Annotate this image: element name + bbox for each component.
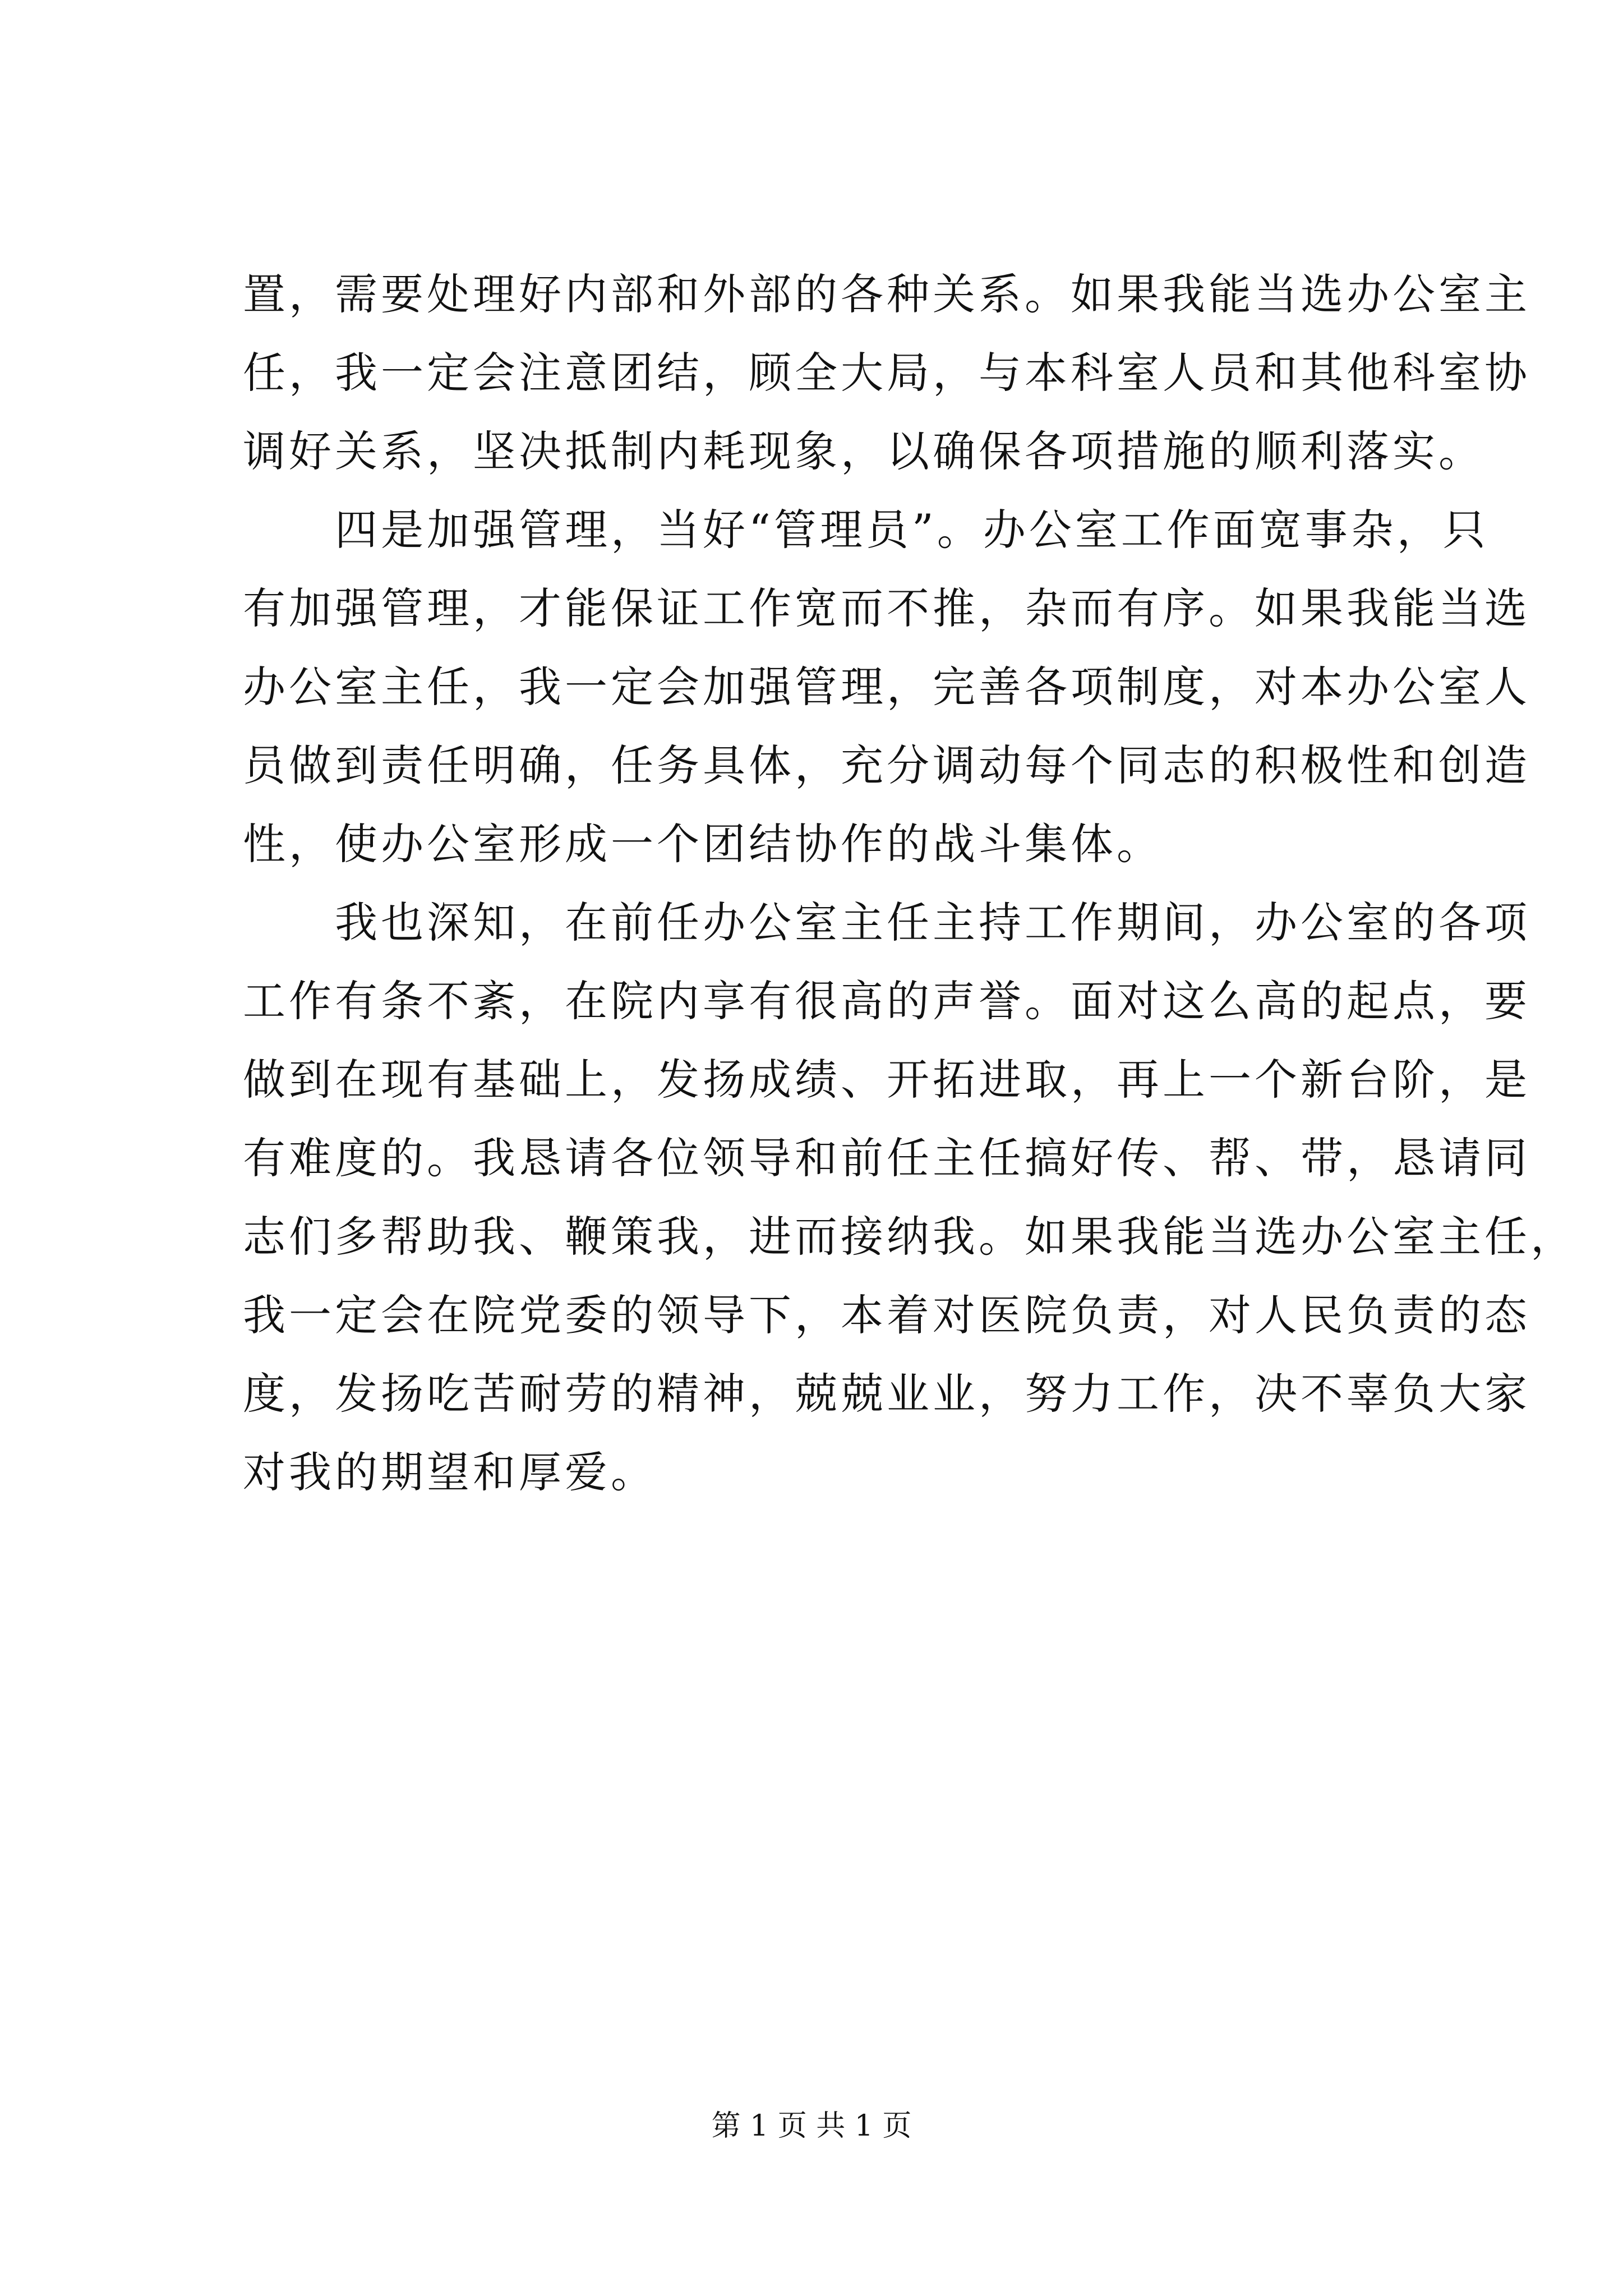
text-line: 工作有条不紊，在院内享有很高的声誉。面对这么高的起点，要 xyxy=(243,976,1530,1026)
page-number-footer: 第 1 页 共 1 页 xyxy=(711,2109,912,2143)
text-line: 对我的期望和厚爱。 xyxy=(243,1447,657,1497)
text-line: 任，我一定会注意团结，顾全大局，与本科室人员和其他科室协 xyxy=(243,348,1530,398)
text-line: 四是加强管理，当好“管理员”。办公室工作面宽事杂，只 xyxy=(243,505,1489,555)
document-body xyxy=(243,255,1576,1512)
text-line: 有加强管理，才能保证工作宽而不推，杂而有序。如果我能当选 xyxy=(243,583,1530,633)
text-line: 员做到责任明确，任务具体，充分调动每个同志的积极性和创造 xyxy=(243,740,1530,790)
text-line: 度，发扬吃苦耐劳的精神，兢兢业业，努力工作，决不辜负大家 xyxy=(243,1369,1530,1419)
text-line: 我一定会在院党委的领导下，本着对医院负责，对人民负责的态 xyxy=(243,1290,1530,1340)
text-line: 办公室主任，我一定会加强管理，完善各项制度，对本办公室人 xyxy=(243,662,1530,712)
text-line: 有难度的。我恳请各位领导和前任主任搞好传、帮、带，恳请同 xyxy=(243,1133,1530,1183)
text-line: 置，需要处理好内部和外部的各种关系。如果我能当选办公室主 xyxy=(243,269,1530,319)
text-line: 调好关系，坚决抵制内耗现象，以确保各项措施的顺利落实。 xyxy=(243,426,1484,476)
text-line: 做到在现有基础上，发扬成绩、开拓进取，再上一个新台阶，是 xyxy=(243,1055,1530,1105)
text-line: 我也深知，在前任办公室主任主持工作期间，办公室的各项 xyxy=(243,898,1530,947)
text-line: 性，使办公室形成一个团结协作的战斗集体。 xyxy=(243,819,1163,869)
text-line: 志们多帮助我、鞭策我，进而接纳我。如果我能当选办公室主任， xyxy=(243,1212,1576,1262)
